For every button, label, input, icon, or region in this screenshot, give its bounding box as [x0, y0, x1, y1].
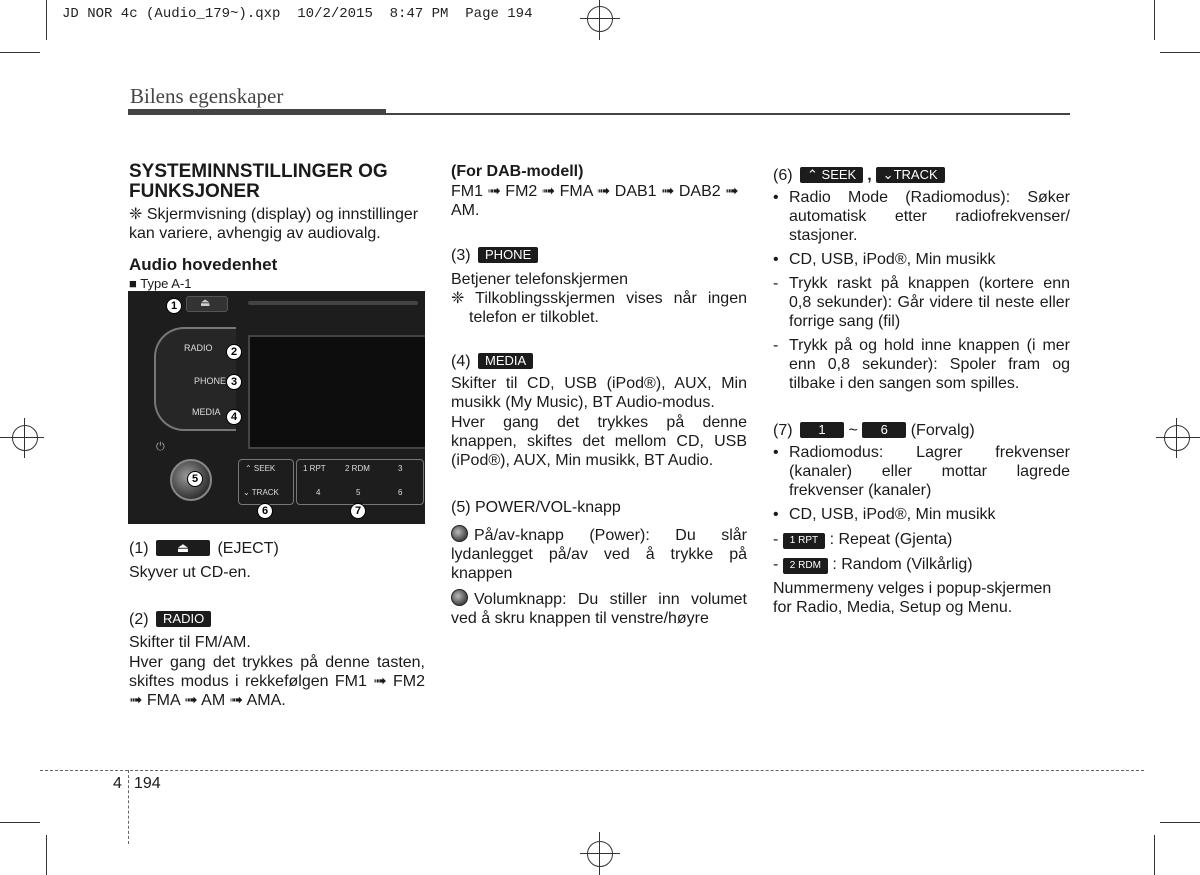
crop-mark — [24, 418, 25, 458]
display-note: ❈ Skjermvisning (display) og innstillinger kan variere, avhengig av audiovalg. — [129, 206, 419, 242]
media-key-tag: MEDIA — [478, 353, 533, 369]
item-6: (6) ⌃ SEEK , ⌄TRACK — [773, 166, 1070, 185]
phone-key-tag: PHONE — [478, 247, 538, 263]
crop-mark — [1156, 437, 1200, 438]
list-item: • CD, USB, iPod®, Min musikk — [773, 251, 996, 268]
registration-mark-icon — [12, 425, 38, 451]
knob-icon — [451, 589, 468, 606]
preset-key-tag: 6 — [862, 422, 906, 438]
track-label: ⌄ TRACK — [243, 488, 279, 497]
crop-mark — [46, 0, 47, 40]
audio-unit-photo — [128, 291, 425, 524]
cd-slot — [248, 301, 418, 305]
crop-mark — [1154, 0, 1155, 40]
main-unit-heading: Audio hovedenhet — [129, 255, 278, 274]
seek-track-keys — [238, 459, 294, 505]
callout-7: 7 — [350, 503, 366, 519]
item-5-text2: Volumknapp: Du stiller inn volumet ved å skru knappen til venstre/høyre — [451, 591, 747, 627]
footer-rule — [40, 770, 1144, 771]
item-1: (1) ⏏ (EJECT) — [129, 540, 279, 557]
item-2-text2: Hver gang det trykkes på denne tasten, skiftes modus i rekkefølgen FM1 ➟ FM2 ➟ FMA ➟ AM ➟ AMA. — [129, 654, 425, 709]
preset-key-tag: 1 — [800, 422, 844, 438]
registration-mark-icon — [587, 6, 613, 32]
callout-6: 6 — [257, 503, 273, 519]
print-header: JD NOR 4c (Audio_179~).qxp 10/2/2015 8:47 PM Page 194 — [62, 6, 533, 22]
item-4-text2: Hver gang det trykkes på denne knappen, skiftes det mellom CD, USB (iPod®), AUX, Min musikk, BT Audio. — [451, 414, 747, 469]
display-screen — [248, 335, 425, 449]
callout-4: 4 — [226, 409, 242, 425]
eject-icon: ⏏ — [200, 297, 211, 309]
callout-2: 2 — [226, 344, 242, 360]
page-heading: SYSTEMINNSTILLINGER OG FUNKSJONER — [129, 161, 388, 202]
item-4: (4) MEDIA — [451, 352, 747, 371]
item-7: (7) 1 ~ 6 (Forvalg) — [773, 422, 975, 439]
callout-1: 1 — [166, 298, 182, 314]
crop-mark — [0, 822, 40, 823]
dab-label: (For DAB-modell) — [451, 163, 584, 180]
preset-key-label: 1 RPT — [303, 464, 326, 473]
rdm-key-tag: 2 RDM — [783, 558, 828, 574]
preset-key-label: 2 RDM — [345, 464, 370, 473]
rpt-key-tag: 1 RPT — [783, 533, 825, 549]
radio-key-label: RADIO — [184, 343, 213, 353]
right-column — [773, 166, 1070, 617]
list-item: - 2 RDM : Random (Vilkårlig) — [773, 556, 973, 573]
list-item: • Radiomodus: Lagrer frekvenser (kanaler) eller mottar lagrede frekvenser (kanaler) — [773, 444, 1070, 499]
item-1-text: Skyver ut CD-en. — [129, 564, 251, 581]
crop-mark — [580, 18, 620, 19]
callout-3: 3 — [226, 374, 242, 390]
crop-mark — [0, 437, 44, 438]
registration-mark-icon — [587, 841, 613, 867]
radio-key-tag: RADIO — [156, 611, 211, 627]
item-5-title: (5) POWER/VOL-knapp — [451, 499, 621, 516]
item-2-text1: Skifter til FM/AM. — [129, 634, 251, 651]
chapter-number: 4 — [113, 775, 122, 792]
crop-mark — [580, 853, 620, 854]
preset-key-label: 4 — [316, 488, 321, 497]
list-item: - 1 RPT : Repeat (Gjenta) — [773, 531, 953, 548]
power-icon: ⏻ — [156, 441, 165, 453]
preset-key-label: 3 — [398, 464, 403, 473]
section-title: Bilens egenskaper — [130, 84, 284, 108]
eject-key — [186, 296, 228, 312]
knob-icon — [451, 525, 468, 542]
list-item: - Trykk raskt på knappen (kortere enn 0,8 sekunder): Går videre til neste eller forrige sang (fil) — [773, 275, 1070, 330]
item-3: (3) PHONE — [451, 246, 747, 265]
seek-label: ⌃ SEEK — [245, 464, 276, 473]
list-item: • Radio Mode (Radiomodus): Søker automatisk etter radiofrekvenser/ stasjoner. — [773, 189, 1070, 244]
item-5-text1: På/av-knapp (Power): Du slår lydanlegget på/av ved å trykke på knappen — [451, 527, 747, 582]
item-2: (2) RADIO — [129, 610, 429, 629]
list-item: - Trykk på og hold inne knappen (i mer enn 0,8 sekunder): Spoler fram og tilbake i den sangen som spilles. — [773, 337, 1070, 392]
item-3-text: Betjener telefonskjermen — [451, 271, 628, 288]
phone-key-label: PHONE — [194, 376, 227, 386]
item-7-footer: Nummermeny velges i popup-skjermen for Radio, Media, Setup og Menu. — [773, 580, 1052, 616]
media-key-label: MEDIA — [192, 407, 221, 417]
dab-sequence: FM1 ➟ FM2 ➟ FMA ➟ DAB1 ➟ DAB2 ➟ AM. — [451, 183, 739, 219]
footer-divider — [128, 770, 129, 844]
preset-keys — [296, 459, 424, 505]
seek-key-tag: ⌃ SEEK — [800, 167, 863, 183]
left-column — [129, 162, 429, 291]
section-rule — [386, 113, 1070, 115]
crop-mark — [1160, 822, 1200, 823]
eject-icon: ⏏ — [156, 540, 210, 556]
section-title-bar — [128, 109, 386, 115]
crop-mark — [599, 0, 600, 40]
preset-key-label: 5 — [356, 488, 361, 497]
preset-key-label: 6 — [398, 488, 403, 497]
item-3-note: ❈ Tilkoblingsskjermen vises når ingen telefon er tilkoblet. — [451, 290, 747, 326]
middle-column — [451, 162, 747, 628]
track-key-tag: ⌄TRACK — [876, 167, 945, 183]
registration-mark-icon — [1164, 425, 1190, 451]
crop-mark — [0, 52, 40, 53]
crop-mark — [1160, 52, 1200, 53]
page-number: 194 — [134, 775, 161, 792]
crop-mark — [1154, 835, 1155, 875]
item-4-text1: Skifter til CD, USB (iPod®), AUX, Min musikk (My Music), BT Audio-modus. — [451, 375, 747, 411]
crop-mark — [1176, 418, 1177, 458]
type-label: ■ Type A-1 — [129, 276, 192, 291]
list-item: • CD, USB, iPod®, Min musikk — [773, 506, 996, 523]
crop-mark — [46, 835, 47, 875]
callout-5: 5 — [187, 471, 203, 487]
